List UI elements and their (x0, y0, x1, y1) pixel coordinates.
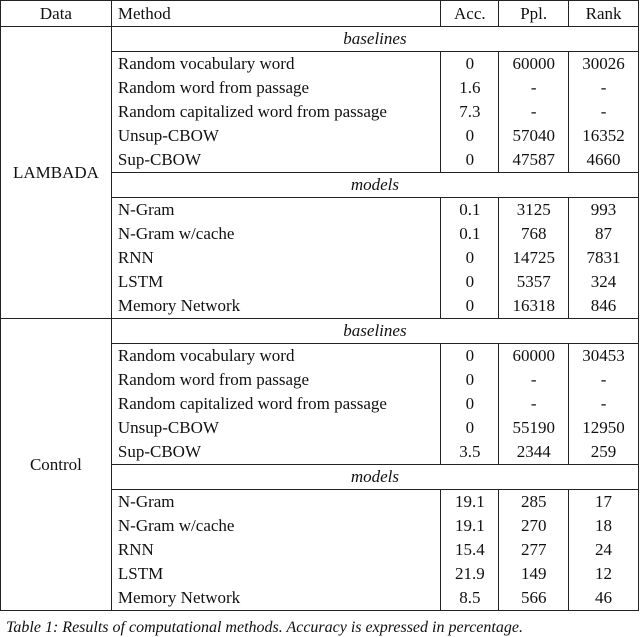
cell-ppl: 60000 (499, 344, 569, 369)
dataset-label: Control (1, 319, 112, 611)
cell-acc: 19.1 (441, 490, 499, 515)
cell-acc: 1.6 (441, 76, 499, 100)
header-rank: Rank (569, 1, 639, 27)
cell-ppl: 768 (499, 222, 569, 246)
cell-rank: 259 (569, 440, 639, 465)
cell-method: Sup-CBOW (111, 440, 441, 465)
cell-method: Sup-CBOW (111, 148, 441, 173)
header-method: Method (111, 1, 441, 27)
cell-rank: 87 (569, 222, 639, 246)
cell-acc: 0.1 (441, 222, 499, 246)
header-acc: Acc. (441, 1, 499, 27)
cell-ppl: 566 (499, 586, 569, 611)
group-header-row (1, 27, 639, 52)
cell-method: Random word from passage (111, 76, 441, 100)
cell-rank: - (569, 368, 639, 392)
cell-acc: 0 (441, 294, 499, 319)
group-label: models (111, 173, 638, 198)
cell-ppl: - (499, 368, 569, 392)
cell-ppl: 5357 (499, 270, 569, 294)
cell-acc: 0 (441, 270, 499, 294)
cell-method: Memory Network (111, 586, 441, 611)
cell-method: N-Gram (111, 198, 441, 223)
cell-method: Unsup-CBOW (111, 416, 441, 440)
cell-rank: 993 (569, 198, 639, 223)
cell-method: Random word from passage (111, 368, 441, 392)
cell-ppl: 3125 (499, 198, 569, 223)
cell-ppl: 14725 (499, 246, 569, 270)
header-data: Data (1, 1, 112, 27)
cell-rank: - (569, 76, 639, 100)
cell-acc: 8.5 (441, 586, 499, 611)
cell-ppl: 57040 (499, 124, 569, 148)
cell-method: RNN (111, 538, 441, 562)
cell-rank: 46 (569, 586, 639, 611)
cell-acc: 19.1 (441, 514, 499, 538)
cell-ppl: 16318 (499, 294, 569, 319)
cell-ppl: 277 (499, 538, 569, 562)
cell-method: N-Gram w/cache (111, 222, 441, 246)
cell-rank: 30026 (569, 52, 639, 77)
group-header-row (1, 319, 639, 344)
cell-rank: 12950 (569, 416, 639, 440)
cell-method: Unsup-CBOW (111, 124, 441, 148)
cell-ppl: 270 (499, 514, 569, 538)
cell-rank: 16352 (569, 124, 639, 148)
cell-method: Memory Network (111, 294, 441, 319)
cell-acc: 15.4 (441, 538, 499, 562)
cell-acc: 3.5 (441, 440, 499, 465)
cell-rank: 12 (569, 562, 639, 586)
cell-method: Random capitalized word from passage (111, 392, 441, 416)
cell-rank: 17 (569, 490, 639, 515)
cell-acc: 21.9 (441, 562, 499, 586)
cell-acc: 0 (441, 52, 499, 77)
cell-method: N-Gram w/cache (111, 514, 441, 538)
table-header-row (1, 1, 639, 27)
cell-ppl: 60000 (499, 52, 569, 77)
header-ppl: Ppl. (499, 1, 569, 27)
cell-rank: 7831 (569, 246, 639, 270)
group-label: baselines (111, 27, 638, 52)
table-caption: Table 1: Results of computational methods. Accuracy is expressed in percentage. (6, 619, 523, 636)
dataset-label: LAMBADA (1, 27, 112, 319)
cell-ppl: 47587 (499, 148, 569, 173)
cell-method: Random capitalized word from passage (111, 100, 441, 124)
group-label: baselines (111, 319, 638, 344)
cell-acc: 0 (441, 246, 499, 270)
group-label: models (111, 465, 638, 490)
cell-ppl: - (499, 100, 569, 124)
cell-ppl: 149 (499, 562, 569, 586)
cell-method: LSTM (111, 562, 441, 586)
cell-method: RNN (111, 246, 441, 270)
cell-acc: 0.1 (441, 198, 499, 223)
cell-ppl: 2344 (499, 440, 569, 465)
cell-acc: 0 (441, 392, 499, 416)
cell-acc: 0 (441, 368, 499, 392)
cell-method: Random vocabulary word (111, 344, 441, 369)
cell-rank: 18 (569, 514, 639, 538)
cell-acc: 0 (441, 124, 499, 148)
cell-acc: 0 (441, 344, 499, 369)
cell-method: LSTM (111, 270, 441, 294)
cell-acc: 0 (441, 416, 499, 440)
cell-rank: 24 (569, 538, 639, 562)
cell-rank: 324 (569, 270, 639, 294)
cell-acc: 0 (441, 148, 499, 173)
cell-rank: 30453 (569, 344, 639, 369)
cell-rank: 4660 (569, 148, 639, 173)
cell-rank: - (569, 392, 639, 416)
cell-ppl: - (499, 392, 569, 416)
cell-ppl: - (499, 76, 569, 100)
cell-ppl: 285 (499, 490, 569, 515)
cell-rank: 846 (569, 294, 639, 319)
cell-rank: - (569, 100, 639, 124)
cell-ppl: 55190 (499, 416, 569, 440)
cell-acc: 7.3 (441, 100, 499, 124)
cell-method: N-Gram (111, 490, 441, 515)
cell-method: Random vocabulary word (111, 52, 441, 77)
